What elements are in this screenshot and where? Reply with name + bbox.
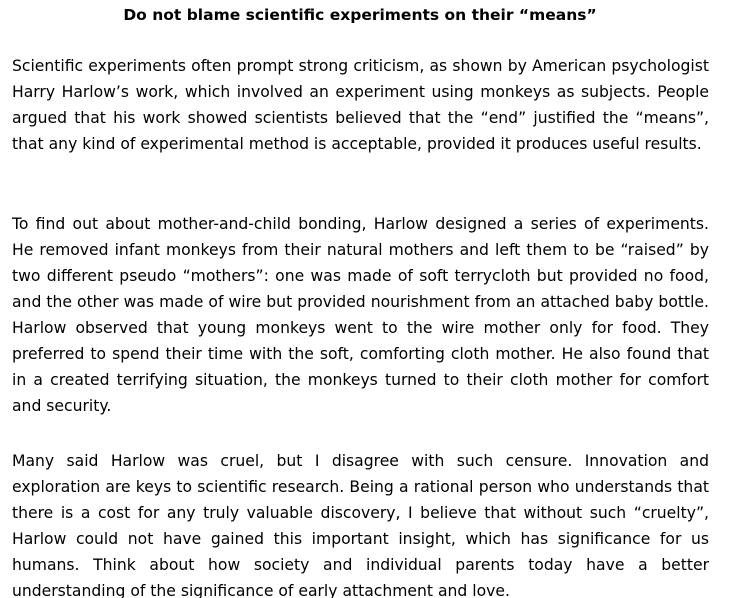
paragraph-3: Many said Harlow was cruel, but I disagree with such censure. Innovation and exploration are keys to scientific research. Being a rational person who understands that there is a cost for any truly valuable discovery, I believe that without such “cruelty”, Harlow could not have gained this important insight, which has significance for us humans. Think about how society and individual parents today have a better understanding of the significance of early attachment and love.	[12, 452, 709, 598]
paragraph-1: Scientific experiments often prompt strong criticism, as shown by American psychologist Harry Harlow’s work, which involved an experiment using monkeys as subjects. People argued that his work showed scientists believed that the “end” justified the “means”, that any kind of experimental method is acceptable, provided it produces useful results.	[12, 57, 709, 153]
paragraph-2: To find out about mother-and-child bonding, Harlow designed a series of experiments. He removed infant monkeys from their natural mothers and left them to be “raised” by two different pseudo “mothers”: one was made of soft terrycloth but provided no food, and the other was made of wire but provided nourishment from an attached baby bottle. Harlow observed that young monkeys went to the wire mother only for food. They preferred to spend their time with the soft, comforting cloth mother. He also found that in a created terrifying situation, the monkeys turned to their cloth mother for comfort and security.	[12, 215, 709, 415]
document-title: Do not blame scientific experiments on their “means”	[123, 6, 597, 24]
